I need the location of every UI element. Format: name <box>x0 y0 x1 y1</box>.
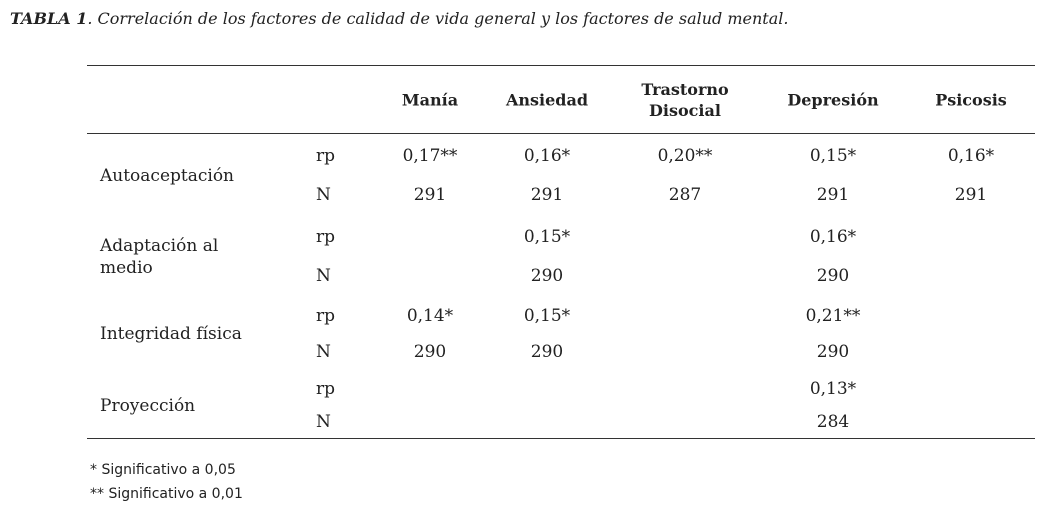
row-label <box>100 165 290 187</box>
table-cell: 0,15* <box>809 146 857 166</box>
column-header <box>763 90 903 111</box>
column-header-line: Disocial <box>649 101 721 120</box>
table-cell: 291 <box>816 185 850 205</box>
table-cell: 0,15* <box>523 306 571 326</box>
table-top-rule <box>87 65 1035 66</box>
row-label-line: medio <box>100 257 153 278</box>
stat-label: N <box>316 342 331 362</box>
stat-label: rp <box>316 146 336 166</box>
table-cell: 0,14* <box>406 306 454 326</box>
stat-label: rp <box>316 379 336 399</box>
footnote-significance-005: * Significativo a 0,05 <box>90 462 236 478</box>
column-header-line: Ansiedad <box>505 90 589 110</box>
column-header-line: Trastorno <box>641 80 729 99</box>
column-header-line: Psicosis <box>935 90 1007 110</box>
table-cell: 0,16* <box>809 227 857 247</box>
column-header <box>477 90 617 111</box>
table-cell: 0,16* <box>947 146 995 166</box>
stat-label: rp <box>316 306 336 326</box>
row-label <box>100 323 290 345</box>
table-cell: 0,15* <box>523 227 571 247</box>
footnote-significance-001: ** Significativo a 0,01 <box>90 486 243 502</box>
table-cell: 0,13* <box>809 379 857 399</box>
table-cell: 290 <box>530 266 564 286</box>
row-label-line: Integridad física <box>100 324 242 344</box>
column-header <box>901 90 1041 111</box>
table-cell: 291 <box>413 185 447 205</box>
stat-label: N <box>316 266 331 286</box>
table-cell: 290 <box>413 342 447 362</box>
table-number: TABLA 1 <box>10 9 88 28</box>
table-header-rule <box>87 133 1035 134</box>
table-cell: 290 <box>816 266 850 286</box>
row-label-line: Proyección <box>100 395 196 416</box>
stat-label: rp <box>316 227 336 247</box>
column-header-line: Depresión <box>787 90 879 110</box>
table-bottom-rule <box>87 438 1035 439</box>
row-label-line: Autoaceptación <box>100 165 234 186</box>
row-label <box>100 395 290 417</box>
table-cell: 290 <box>530 342 564 362</box>
column-header-line: Manía <box>401 90 459 110</box>
table-cell: 291 <box>530 185 564 205</box>
table-cell: 290 <box>816 342 850 362</box>
stat-label: N <box>316 185 331 205</box>
table-title: . Correlación de los factores de calidad de vida general y los factores de salud mental. <box>87 9 789 28</box>
row-label-line: Adaptación al <box>100 235 219 256</box>
table-caption <box>10 9 788 28</box>
table-cell: 287 <box>668 185 702 205</box>
table-cell: 0,17** <box>402 146 458 166</box>
table-cell: 0,16* <box>523 146 571 166</box>
row-label <box>100 235 290 279</box>
table-cell: 0,21** <box>805 306 861 326</box>
column-header <box>615 79 755 121</box>
table-cell: 284 <box>816 412 850 432</box>
stat-label: N <box>316 412 331 432</box>
table-cell: 291 <box>954 185 988 205</box>
table-cell: 0,20** <box>657 146 713 166</box>
